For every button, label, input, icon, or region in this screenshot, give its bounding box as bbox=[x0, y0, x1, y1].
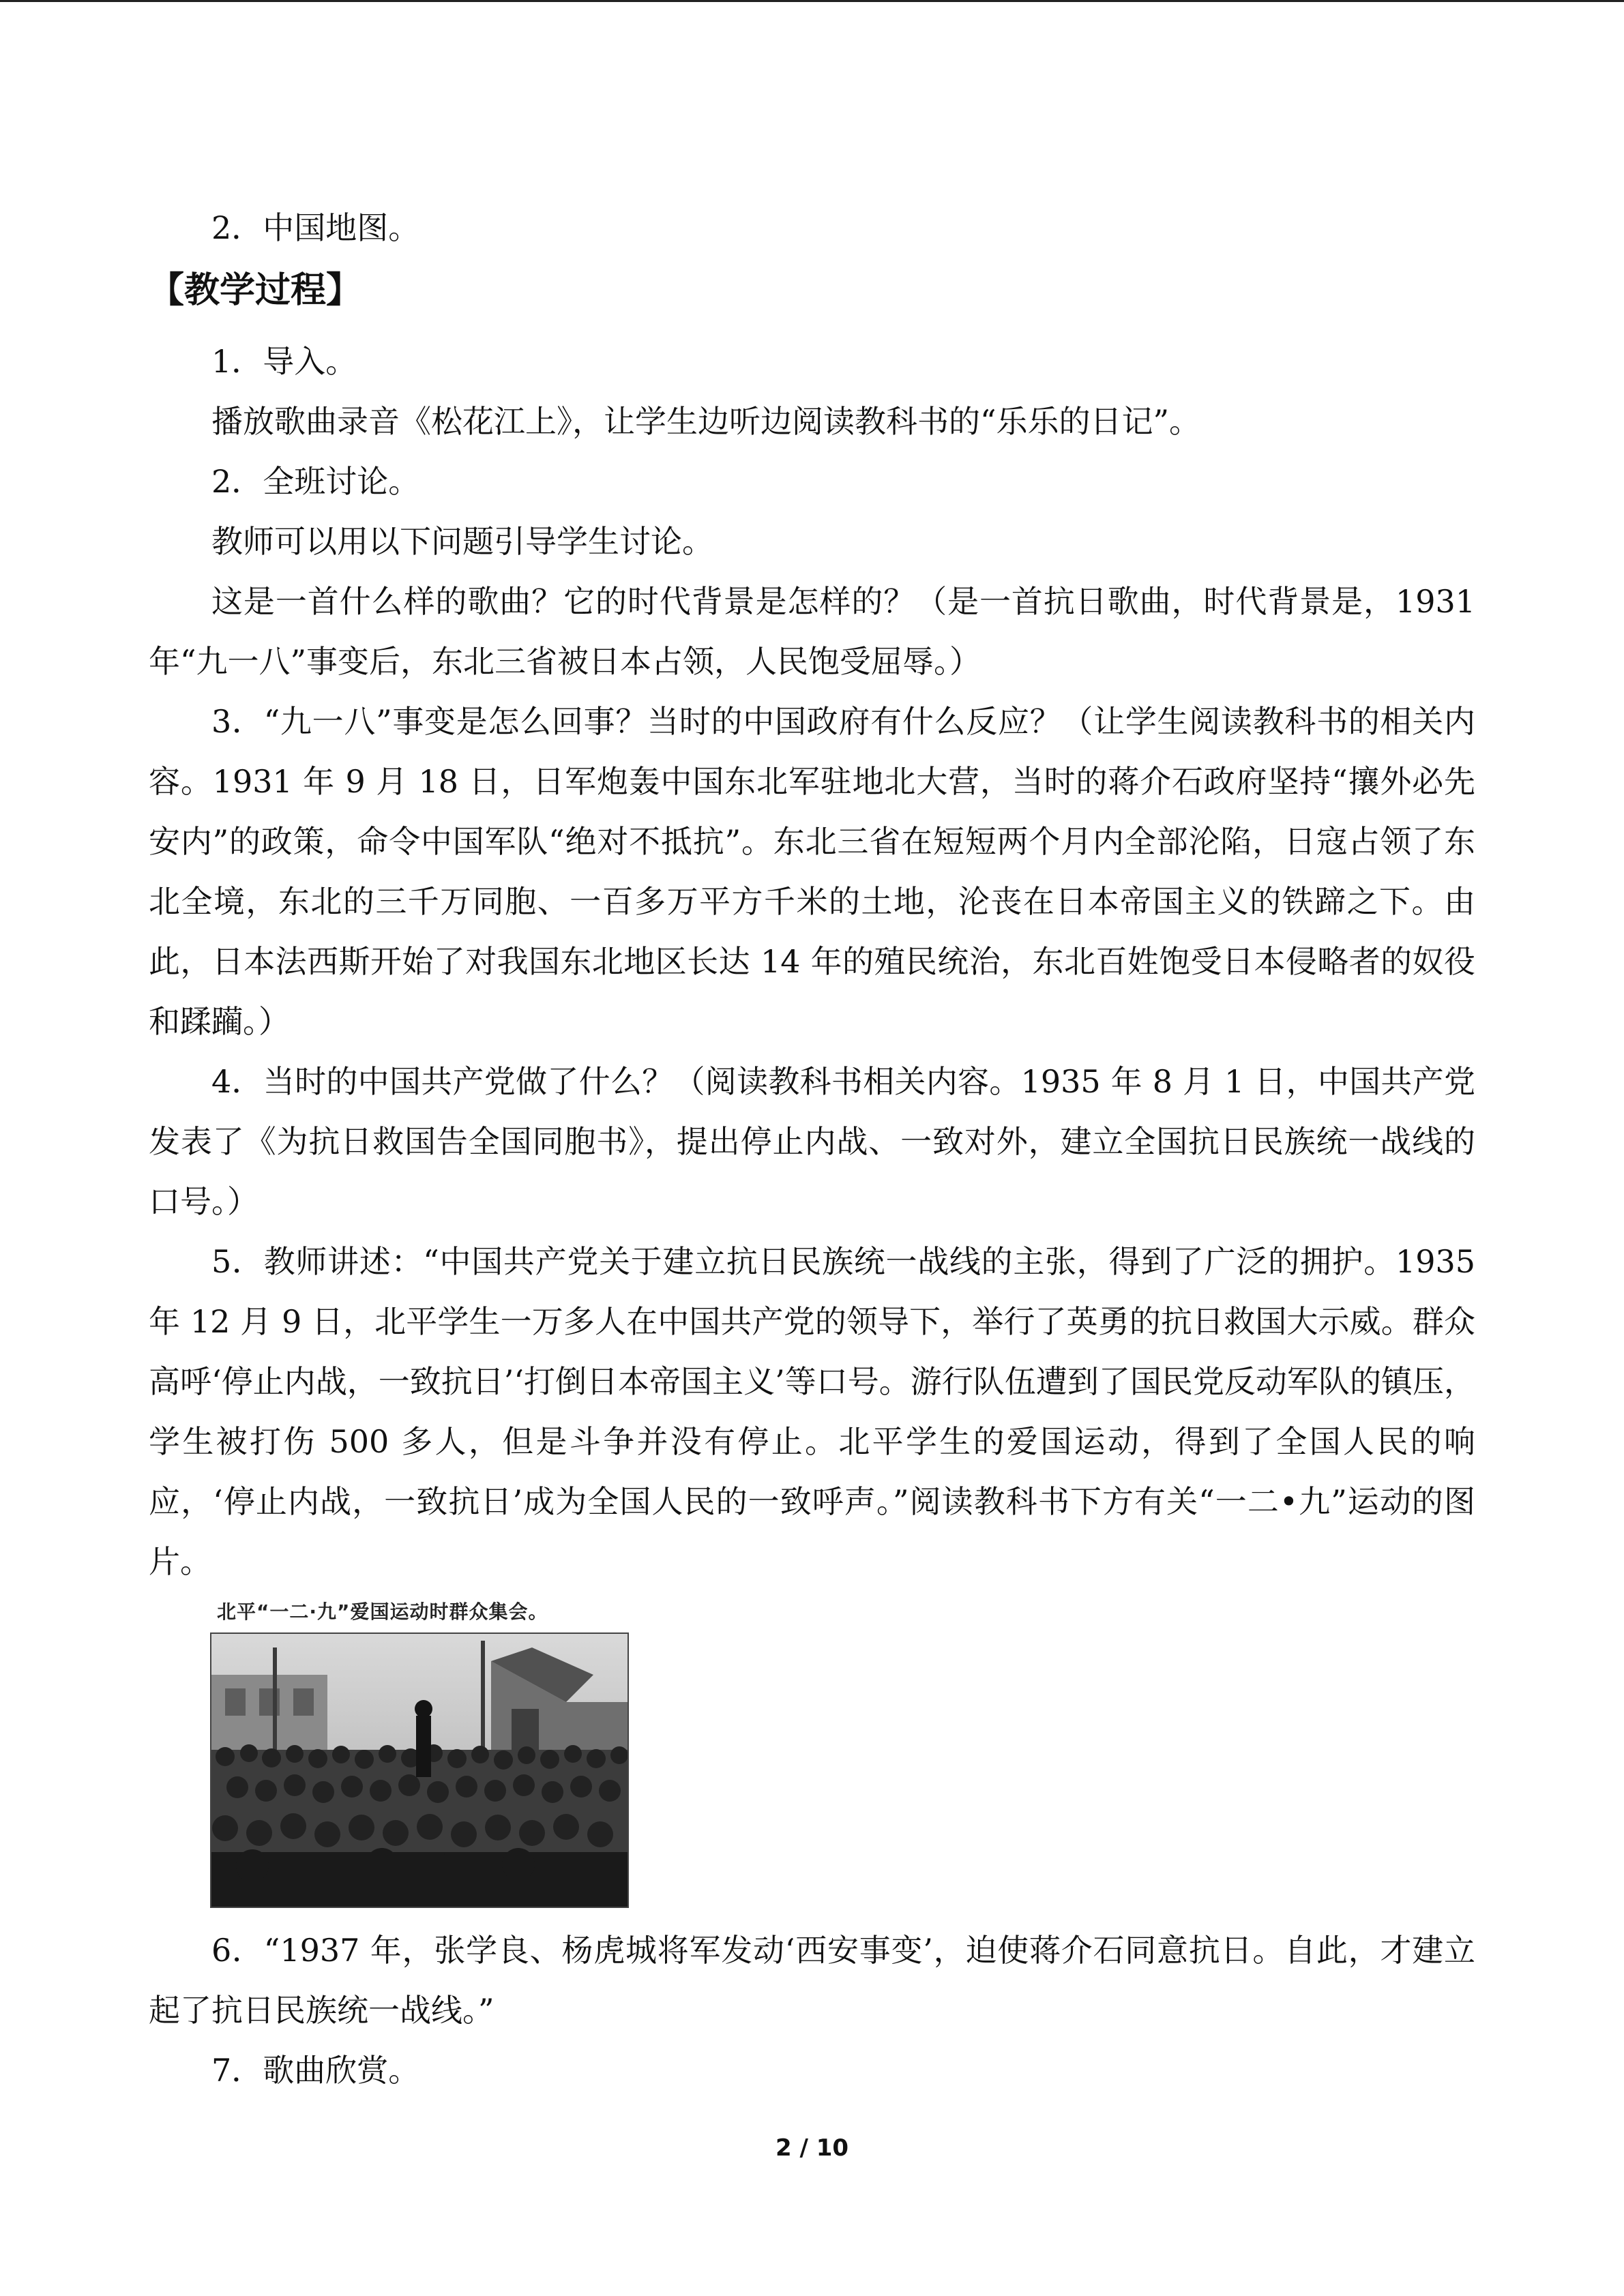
paragraph-question-song: 这是一首什么样的歌曲？它的时代背景是怎样的？（是一首抗日歌曲，时代背景是，1931 年“九一八”事变后，东北三省被日本占领，人民饱受屈辱。） bbox=[149, 583, 1486, 680]
historical-crowd-photo bbox=[210, 1632, 629, 1908]
paragraph-materials-item-2: 2．中国地图。 bbox=[211, 209, 420, 246]
section-heading-teaching-process: 【教学过程】 bbox=[149, 270, 362, 311]
figure-caption: 北平“一二·九”爱国运动时群众集会。 bbox=[217, 1600, 548, 1623]
textbook-figure bbox=[210, 1597, 769, 1908]
paragraph-step-4: 4．当时的中国共产党做了什么？（阅读教科书相关内容。1935 年 8 月 1 日，中国共产党发表了《为抗日救国告全国同胞书》，提出停止内战、一致对外，建立全国抗日民族统一战线的口号。） bbox=[149, 1063, 1475, 1220]
paragraph-step-7: 7．歌曲欣赏。 bbox=[211, 2052, 420, 2089]
crowd-photo-illustration bbox=[211, 1634, 628, 1907]
paragraph-step-1-detail: 播放歌曲录音《松花江上》，让学生边听边阅读教科书的“乐乐的日记”。 bbox=[211, 403, 1201, 440]
paragraph-step-6: 6．“1937 年，张学良、杨虎城将军发动‘西安事变’，迫使蒋介石同意抗日。自此，才建立起了抗日民族统一战线。” bbox=[149, 1932, 1475, 2029]
paragraph-step-3: 3．“九一八”事变是怎么回事？当时的中国政府有什么反应？（让学生阅读教科书的相关内容。1931 年 9 月 18 日，日军炮轰中国东北军驻地北大营，当时的蒋介石政府坚持“攘外必先安内”的政策，命令中国军队“绝对不抵抗”。东北三省在短短两个月内全部沦陷，日寇占领了东北全境，东北的三千万同胞、一百多万平方千米的土地，沦丧在日本帝国主义的铁蹄之下。由此，日本法西斯开始了对我国东北地区长达 14 年的殖民统治，东北百姓饱受日本侵略者的奴役和蹂躏。） bbox=[149, 703, 1475, 1040]
document-page bbox=[149, 198, 1486, 2100]
top-border-line bbox=[0, 0, 1624, 2]
paragraph-step-2-detail: 教师可以用以下问题引导学生讨论。 bbox=[211, 523, 713, 560]
paragraph-step-1: 1．导入。 bbox=[211, 343, 357, 380]
paragraph-step-2: 2．全班讨论。 bbox=[211, 463, 420, 500]
page-number: 2 / 10 bbox=[775, 2134, 849, 2162]
paragraph-step-5: 5．教师讲述：“中国共产党关于建立抗日民族统一战线的主张，得到了广泛的拥护。1935 年 12 月 9 日，北平学生一万多人在中国共产党的领导下，举行了英勇的抗日救国大示威。群众高呼‘停止内战，一致抗日’‘打倒日本帝国主义’等口号。游行队伍遭到了国民党反动军队的镇压，学生被打伤 500 多人，但是斗争并没有停止。北平学生的爱国运动，得到了全国人民的响应，‘停止内战，一致抗日’成为全国人民的一致呼声。”阅读教科书下方有关“一二•九”运动的图片。 bbox=[149, 1243, 1486, 1580]
